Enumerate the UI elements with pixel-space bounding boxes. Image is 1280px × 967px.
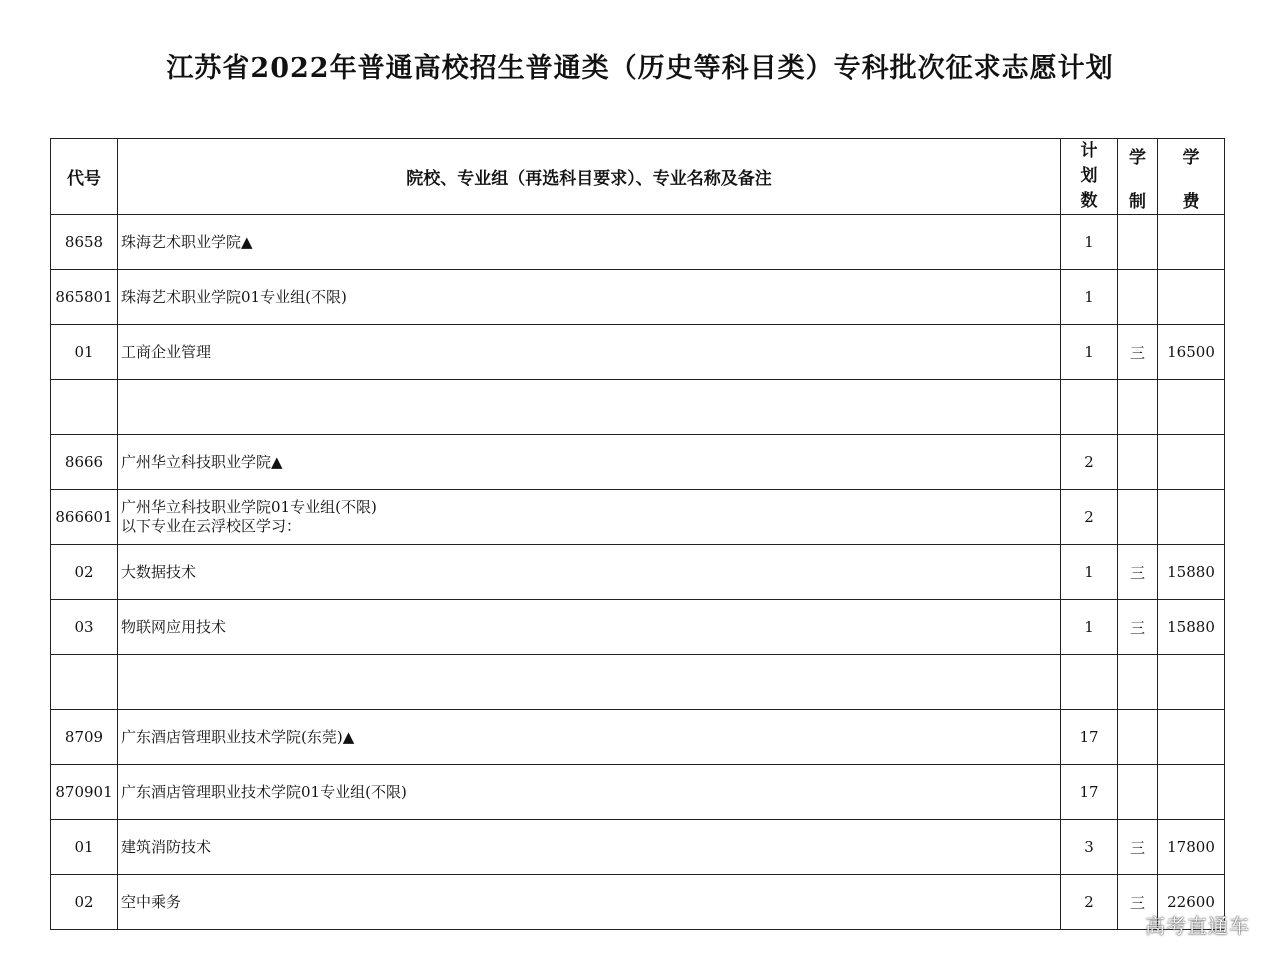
cell-count [1061, 380, 1118, 435]
cell-name [118, 875, 1061, 930]
cell-years: 三 [1118, 545, 1158, 600]
table-row [51, 490, 1225, 545]
cell-code: 8666 [51, 435, 118, 490]
cell-years [1118, 380, 1158, 435]
cell-fee: 22600 [1158, 875, 1225, 930]
cell-fee: 16500 [1158, 325, 1225, 380]
cell-name [118, 490, 1061, 545]
cell-code: 02 [51, 875, 118, 930]
cell-name [118, 600, 1061, 655]
cell-fee [1158, 710, 1225, 765]
cell-code: 02 [51, 545, 118, 600]
cell-years [1118, 765, 1158, 820]
cell-code: 870901 [51, 765, 118, 820]
cell-count: 2 [1061, 490, 1118, 545]
cell-count: 1 [1061, 270, 1118, 325]
cell-code: 8658 [51, 215, 118, 270]
table-header-row [51, 139, 1225, 215]
cell-code [51, 380, 118, 435]
cell-code: 01 [51, 325, 118, 380]
table-row [51, 325, 1225, 380]
cell-name [118, 435, 1061, 490]
cell-code: 866601 [51, 490, 118, 545]
cell-fee: 17800 [1158, 820, 1225, 875]
cell-name-line: 大数据技术 [121, 562, 197, 581]
header-fee: 学 费 [1158, 139, 1225, 215]
cell-years [1118, 490, 1158, 545]
table-row [51, 215, 1225, 270]
cell-fee: 15880 [1158, 545, 1225, 600]
table-row [51, 435, 1225, 490]
table-row [51, 875, 1225, 930]
cell-name [118, 710, 1061, 765]
cell-name [118, 270, 1061, 325]
cell-name-line: 建筑消防技术 [121, 837, 212, 856]
cell-count: 1 [1061, 600, 1118, 655]
cell-fee [1158, 435, 1225, 490]
cell-fee [1158, 380, 1225, 435]
cell-name [118, 215, 1061, 270]
cell-name-line: 广东酒店管理职业技术学院01专业组(不限) [121, 782, 407, 801]
cell-count: 1 [1061, 215, 1118, 270]
cell-count: 2 [1061, 435, 1118, 490]
cell-fee [1158, 215, 1225, 270]
page-title: 江苏省2022年普通高校招生普通类（历史等科目类）专科批次征求志愿计划 [166, 53, 1114, 84]
table-row [51, 380, 1225, 435]
cell-years [1118, 655, 1158, 710]
cell-name-line: 广州华立科技职业学院01专业组(不限) [121, 498, 377, 516]
table-row [51, 655, 1225, 710]
table-body [51, 215, 1225, 930]
cell-name-line: 工商企业管理 [121, 342, 212, 361]
table-row [51, 545, 1225, 600]
header-name: 院校、专业组（再选科目要求）、专业名称及备注 [118, 139, 1061, 215]
enrollment-plan-table [50, 138, 1225, 930]
table-row [51, 600, 1225, 655]
cell-count: 2 [1061, 875, 1118, 930]
cell-count: 17 [1061, 765, 1118, 820]
cell-count: 1 [1061, 545, 1118, 600]
cell-name-line: 珠海艺术职业学院01专业组(不限) [121, 287, 347, 306]
cell-years: 三 [1118, 875, 1158, 930]
cell-years: 三 [1118, 325, 1158, 380]
cell-name [118, 765, 1061, 820]
cell-count: 3 [1061, 820, 1118, 875]
watermark: 高考直通车 [1145, 914, 1250, 938]
header-count: 计 划 数 [1061, 139, 1118, 215]
header-code: 代号 [51, 139, 118, 215]
table-row [51, 710, 1225, 765]
cell-name-line: 空中乘务 [121, 892, 182, 911]
header-years: 学 制 [1118, 139, 1158, 215]
cell-name-line: 物联网应用技术 [121, 617, 227, 636]
cell-fee [1158, 765, 1225, 820]
cell-name-line: 珠海艺术职业学院▲ [121, 232, 253, 251]
cell-fee [1158, 655, 1225, 710]
cell-name-line: 广州华立科技职业学院▲ [121, 452, 283, 471]
table-row [51, 270, 1225, 325]
cell-years: 三 [1118, 820, 1158, 875]
cell-name [118, 545, 1061, 600]
cell-fee [1158, 490, 1225, 545]
cell-code: 01 [51, 820, 118, 875]
cell-name [118, 655, 1061, 710]
table-row [51, 820, 1225, 875]
cell-count: 1 [1061, 325, 1118, 380]
table-row [51, 765, 1225, 820]
cell-years [1118, 435, 1158, 490]
cell-name-line: 广东酒店管理职业技术学院(东莞)▲ [121, 727, 355, 746]
cell-fee: 15880 [1158, 600, 1225, 655]
cell-name-line: 以下专业在云浮校区学习： [121, 517, 302, 535]
cell-fee [1158, 270, 1225, 325]
cell-name [118, 820, 1061, 875]
cell-count [1061, 655, 1118, 710]
cell-years [1118, 270, 1158, 325]
cell-code: 865801 [51, 270, 118, 325]
cell-code [51, 655, 118, 710]
cell-years: 三 [1118, 600, 1158, 655]
cell-years [1118, 215, 1158, 270]
cell-count: 17 [1061, 710, 1118, 765]
cell-name [118, 325, 1061, 380]
cell-code: 03 [51, 600, 118, 655]
cell-code: 8709 [51, 710, 118, 765]
cell-years [1118, 710, 1158, 765]
cell-name [118, 380, 1061, 435]
